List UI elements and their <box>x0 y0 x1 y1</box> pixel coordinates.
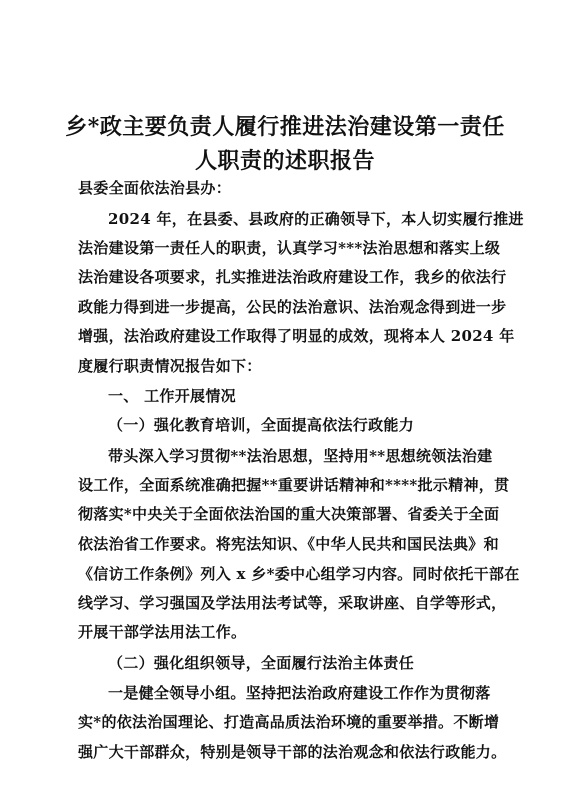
paragraph-line: 开展干部学法用法工作。 <box>78 623 247 641</box>
paragraph-line: 法治建设各项要求，扎实推进法治政府建设工作，我乡的依法行 <box>78 268 507 286</box>
paragraph-line: 度履行职责情况报告如下： <box>78 357 262 375</box>
document-title-line-2: 人职责的述职报告 <box>194 148 375 174</box>
subsection-heading: （二）强化组织领导，全面履行法治主体责任 <box>108 654 415 672</box>
paragraph-line: 《信访工作条例》列入 x 乡*委中心组学习内容。同时依托干部在 <box>78 565 520 583</box>
paragraph-line: 强广大干部群众，特别是领导干部的法治观念和依法行政能力。 <box>78 743 507 761</box>
subsection-heading: （一）强化教育培训，全面提高依法行政能力 <box>108 416 415 434</box>
paragraph-line: 彻落实*中央关于全面依法治国的重大决策部署、省委关于全面 <box>78 505 500 523</box>
paragraph-line: 增强，法治政府建设工作取得了明显的成效，现将本人 2024 年 <box>78 327 515 345</box>
paragraph-line: 依法治省工作要求。将宪法知识、《中华人民共和国民法典》和 <box>78 535 499 553</box>
paragraph-line: 一是健全领导小组。坚持把法治政府建设工作作为贯彻落 <box>108 684 491 702</box>
salutation: 县委全面依法治县办： <box>78 179 232 197</box>
paragraph-line: 带头深入学习贯彻**法治思想，坚持用**思想统领法治建 <box>108 447 493 465</box>
paragraph-line: 政能力得到进一步提高，公民的法治意识、法治观念得到进一步 <box>78 298 507 316</box>
document-title-line-1: 乡*政主要负责人履行推进法治建设第一责任 <box>65 114 505 140</box>
paragraph-line: 线学习、学习强国及学法用法考试等，采取讲座、自学等形式， <box>78 594 507 612</box>
section-heading: 一、 工作开展情况 <box>108 387 236 405</box>
paragraph-line: 设工作，全面系统准确把握**重要讲话精神和****批示精神，贯 <box>78 476 510 494</box>
paragraph-line: 2024 年，在县委、县政府的正确领导下，本人切实履行推进 <box>108 210 524 228</box>
paragraph-line: 实*的依法治国理论、打造高品质法治环境的重要举措。不断增 <box>78 713 500 731</box>
paragraph-line: 法治建设第一责任人的职责，认真学习***法治思想和落实上级 <box>78 239 501 257</box>
